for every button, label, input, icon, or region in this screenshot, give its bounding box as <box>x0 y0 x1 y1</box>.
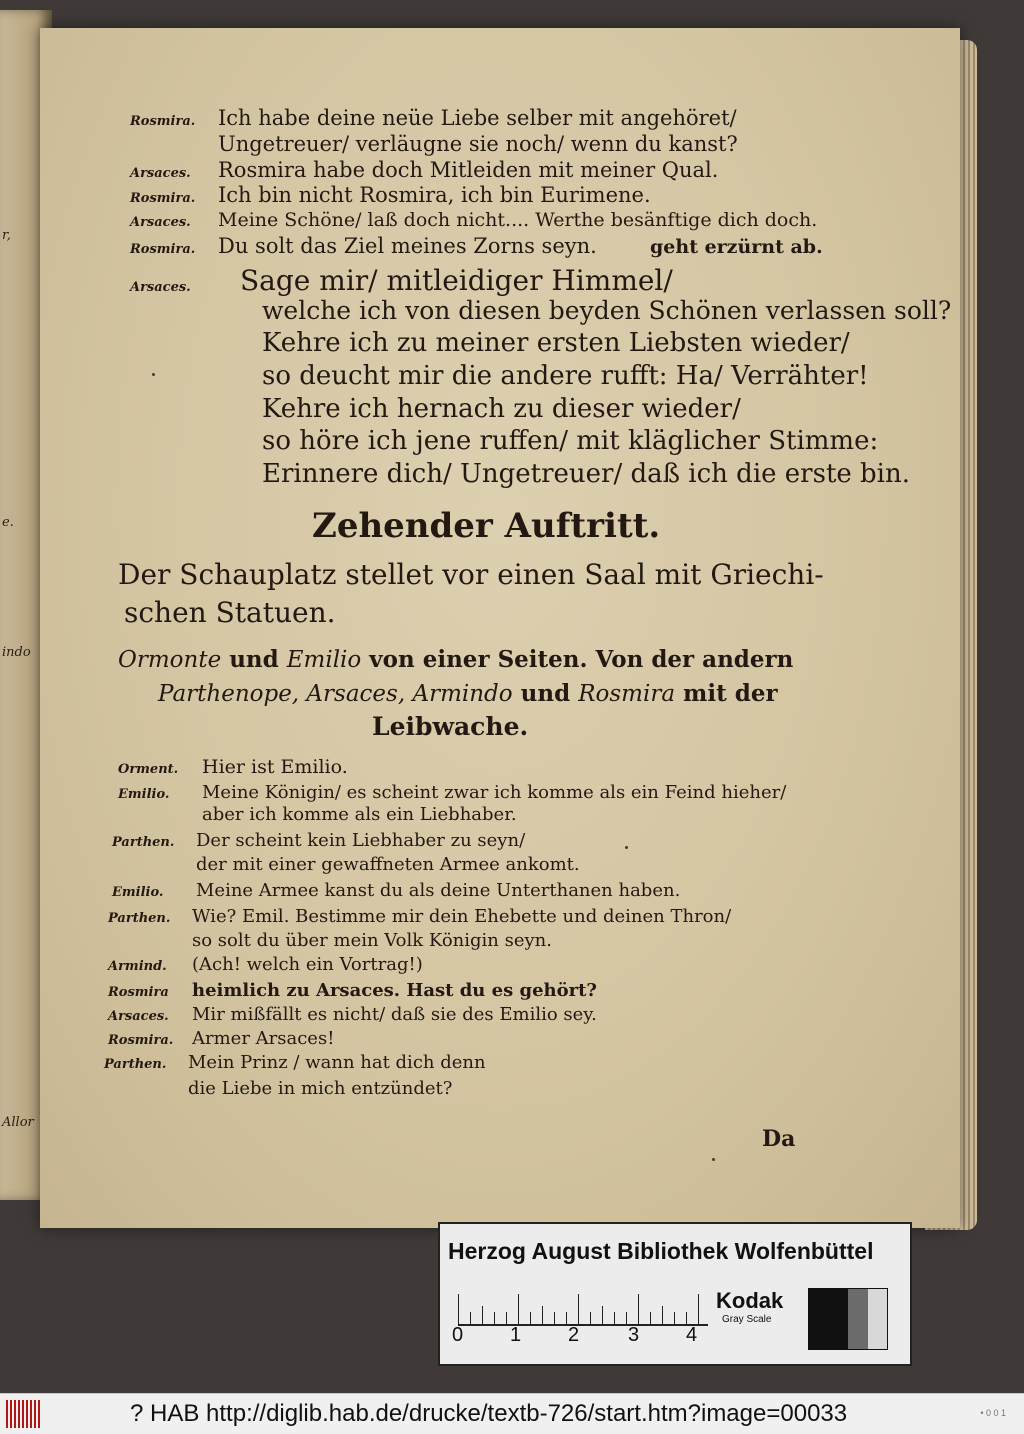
dialogue-line: Armind. (Ach! welch ein Vortrag!) <box>108 954 423 975</box>
margin-text: Allor <box>2 1115 34 1130</box>
margin-text: e. <box>2 515 14 530</box>
stage-direction: Ormonte und Emilio von einer Seiten. Von der andern <box>118 646 794 673</box>
stage-direction: geht erzürnt ab. <box>650 236 823 258</box>
ruler-number: 2 <box>568 1324 580 1346</box>
book-page <box>40 28 960 1228</box>
kodak-color-card <box>438 1222 912 1366</box>
aria-speaker: Arsaces. <box>130 280 191 295</box>
margin-text: r, <box>2 228 11 243</box>
dialogue-line: Ungetreuer/ verläugne sie noch/ wenn du kanst? <box>218 132 738 156</box>
dialogue-line: Parthen. Wie? Emil. Bestimme mir dein Ehebette und deinen Thron/ <box>108 906 732 927</box>
dialogue-line: Arsaces. Rosmira habe doch Mitleiden mit meiner Qual. <box>130 158 719 182</box>
ruler-number: 1 <box>510 1324 522 1346</box>
kodak-logo: Kodak <box>716 1288 784 1313</box>
ruler-number: 3 <box>628 1324 640 1346</box>
footer-marker: • 0 0 1 <box>980 1408 1006 1418</box>
stage-direction: Parthenope, Arsaces, Armindo und Rosmira mit der <box>158 680 778 707</box>
barcode-icon <box>6 1400 42 1428</box>
ruler-number: 0 <box>452 1324 464 1346</box>
dialogue-line: Parthen. Mein Prinz / wann hat dich denn <box>104 1052 486 1073</box>
scene-heading: Zehender Auftritt. <box>312 506 661 546</box>
dialogue-line: Rosmira. Armer Arsaces! <box>108 1028 335 1049</box>
aria-line: Kehre ich hernach zu dieser wieder/ <box>262 394 741 424</box>
dialogue-line: die Liebe in mich entzündet? <box>188 1078 453 1099</box>
stage-direction: Leibwache. <box>372 712 529 741</box>
dialogue-line: Emilio. Meine Königin/ es scheint zwar ich komme als ein Feind hieher/ <box>118 782 787 803</box>
gray-scale-swatches <box>808 1288 888 1350</box>
scale-ruler <box>458 1282 708 1326</box>
aria-line: Sage mir/ mitleidiger Himmel/ <box>240 264 673 297</box>
scene-setting: Der Schauplatz stellet vor einen Saal mit Griechi- <box>118 558 824 591</box>
source-url[interactable]: ? HAB http://diglib.hab.de/drucke/textb-726/start.htm?image=00033 <box>130 1400 848 1427</box>
aria-line: so deucht mir die andere rufft: Ha/ Verrähter! <box>262 361 869 391</box>
library-name: Herzog August Bibliothek Wolfenbüttel <box>448 1238 874 1264</box>
footer-bar <box>0 1393 1024 1434</box>
dialogue-line: Emilio. Meine Armee kanst du als deine Unterthanen haben. <box>112 880 681 901</box>
dialogue-line: Rosmira. Ich habe deine neüe Liebe selber mit angehöret/ <box>130 106 737 130</box>
dialogue-line: Arsaces. Mir mißfällt es nicht/ daß sie des Emilio sey. <box>108 1004 597 1025</box>
aria-line: Kehre ich zu meiner ersten Liebsten wieder/ <box>262 328 850 358</box>
scene-setting: schen Statuen. <box>124 596 336 629</box>
aria-line: so höre ich jene ruffen/ mit kläglicher Stimme: <box>262 426 879 456</box>
aria-line: welche ich von diesen beyden Schönen verlassen soll? <box>262 296 952 325</box>
margin-text: indo <box>2 645 31 660</box>
catchword: Da <box>762 1126 796 1152</box>
gray-scale-label: Gray Scale <box>722 1314 772 1325</box>
dialogue-line: Arsaces. Meine Schöne/ laß doch nicht.... Werthe besänftige dich doch. <box>130 209 818 231</box>
dialogue-line: so solt du über mein Volk Königin seyn. <box>192 930 552 951</box>
aria-line: Erinnere dich/ Ungetreuer/ daß ich die erste bin. <box>262 459 911 489</box>
dialogue-line: Rosmira heimlich zu Arsaces. Hast du es gehört? <box>108 980 597 1001</box>
dialogue-line: der mit einer gewaffneten Armee ankomt. <box>196 854 580 875</box>
ruler-number: 4 <box>686 1324 698 1346</box>
dialogue-line: Rosmira. Du solt das Ziel meines Zorns seyn. <box>130 234 597 258</box>
dialogue-line: aber ich komme als ein Liebhaber. <box>202 804 517 825</box>
dialogue-line: Parthen. Der scheint kein Liebhaber zu seyn/ <box>112 830 526 851</box>
dialogue-line: Orment. Hier ist Emilio. <box>118 756 348 778</box>
dialogue-line: Rosmira. Ich bin nicht Rosmira, ich bin Eurimene. <box>130 183 651 207</box>
